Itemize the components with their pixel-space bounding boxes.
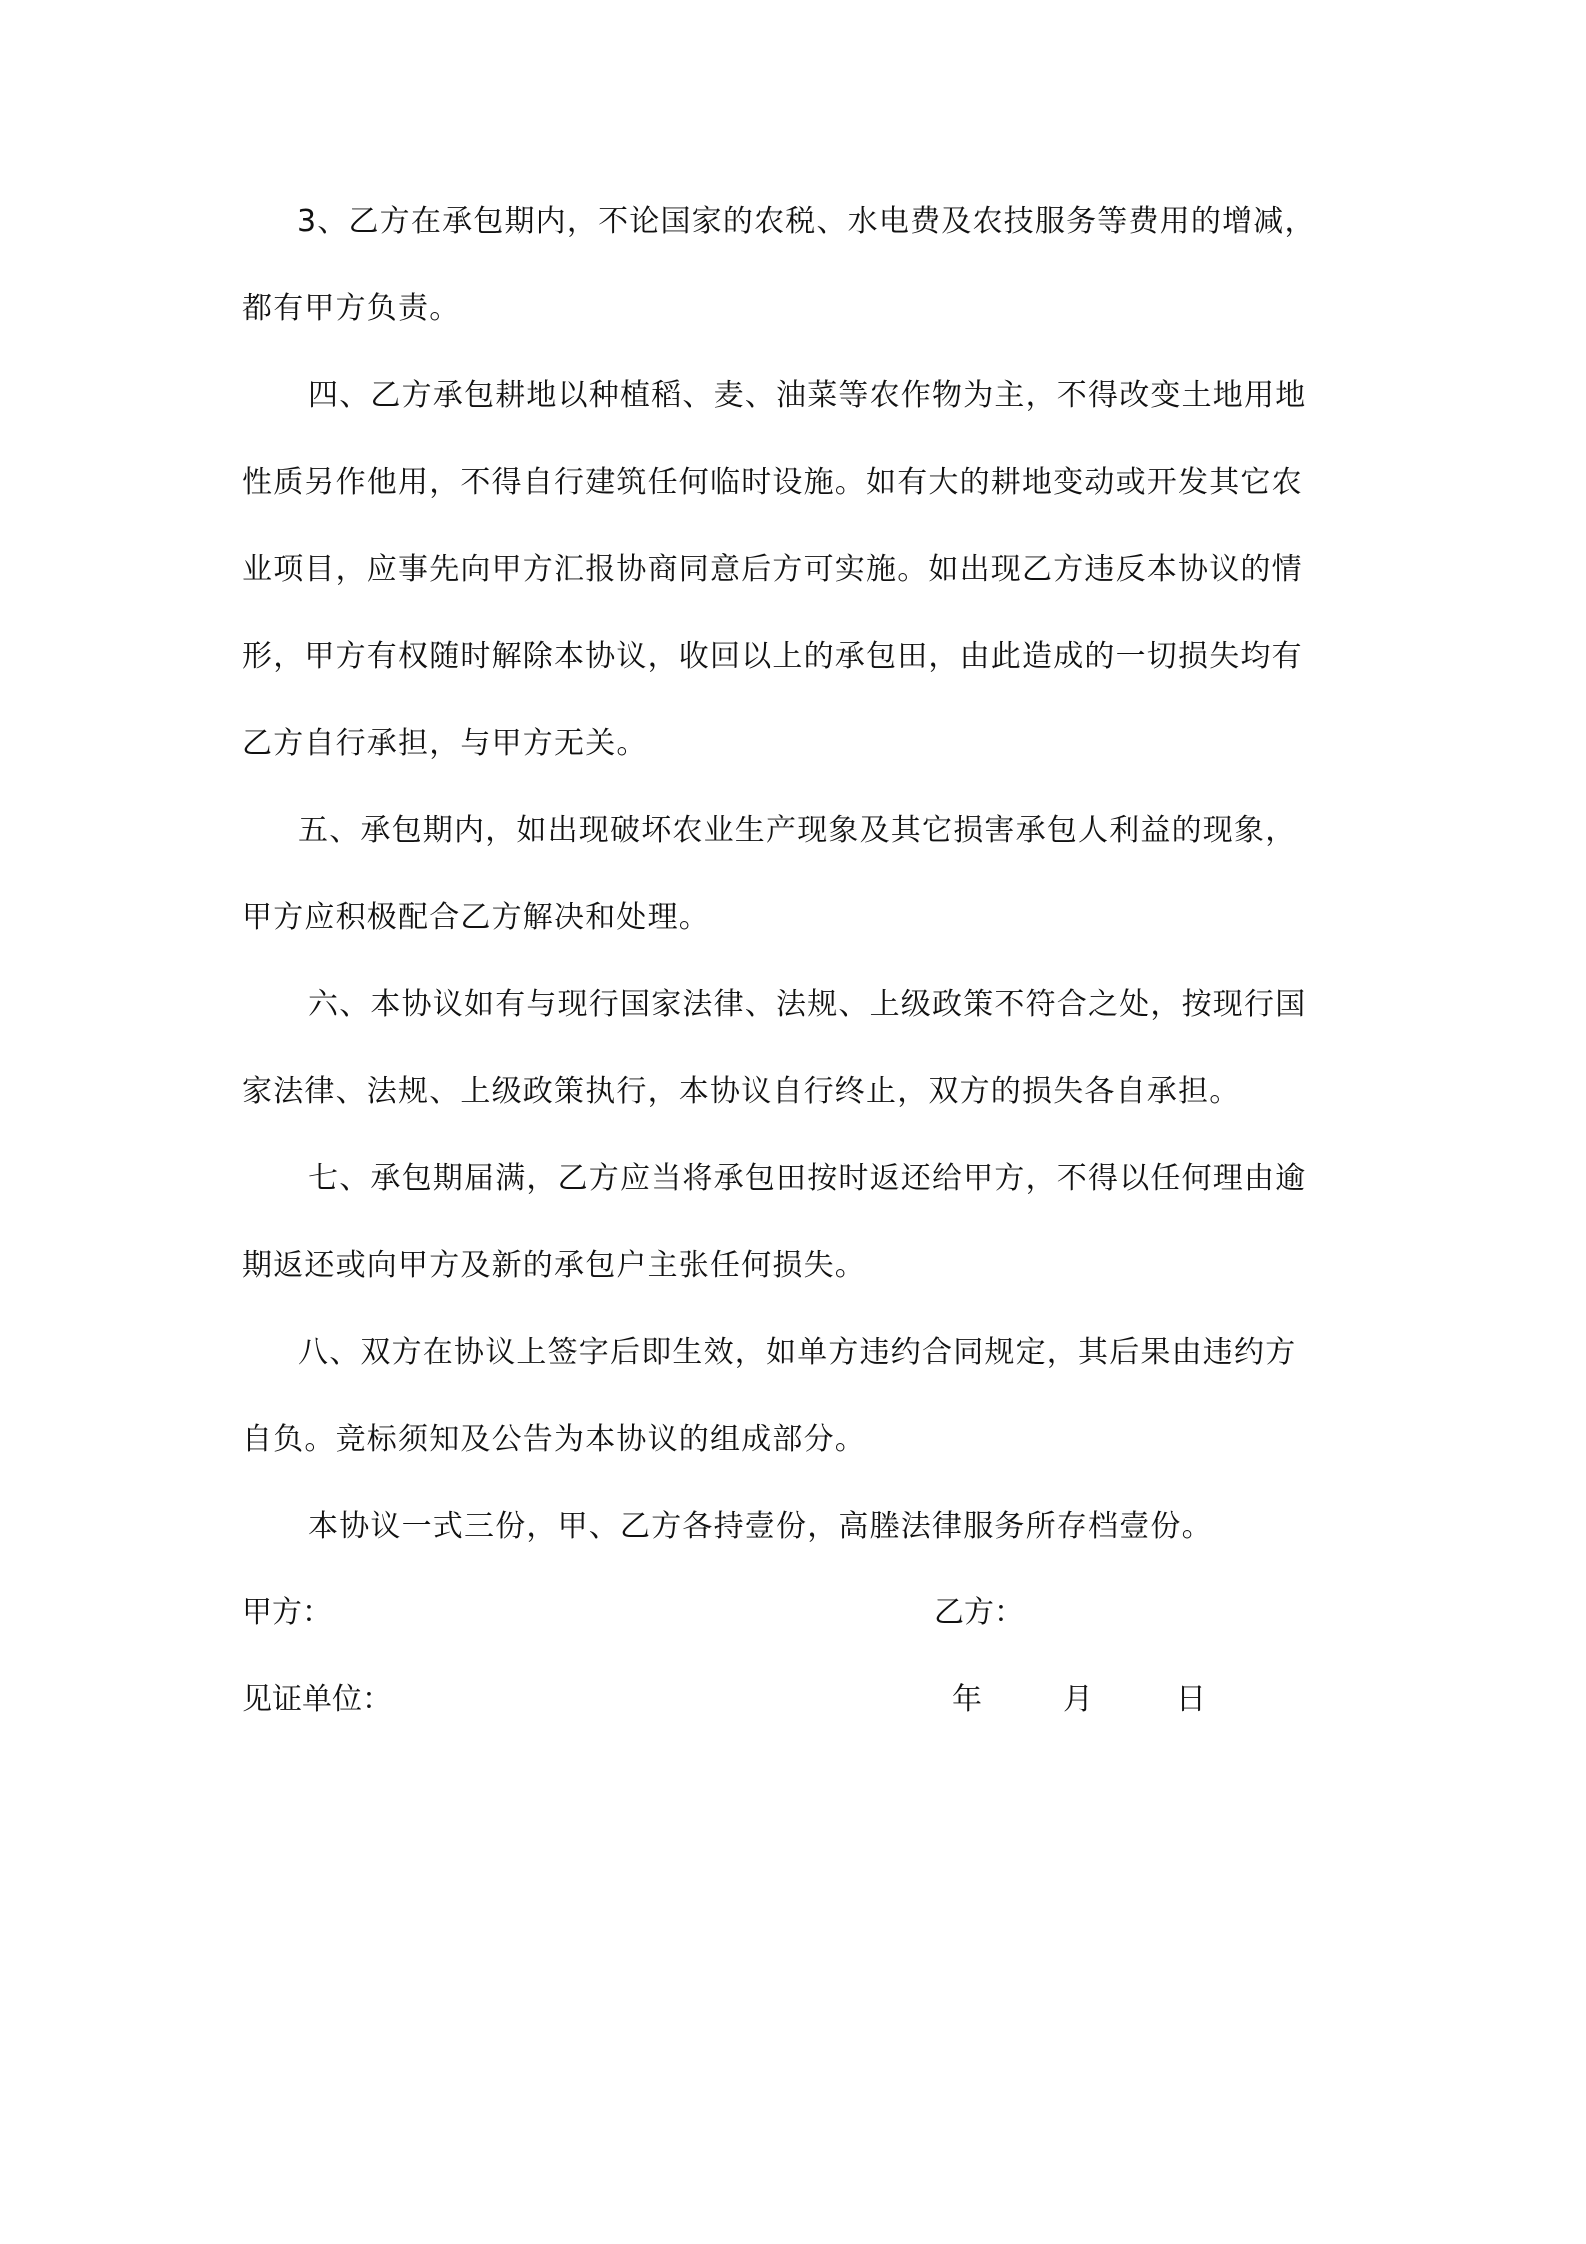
copies-statement: 本协议一式三份，甲、乙方各持壹份，高塍法律服务所存档壹份。 [308, 1509, 1213, 1544]
date-year-label: 年 [952, 1682, 982, 1717]
date-day-label: 日 [1176, 1682, 1206, 1717]
clause-4 [242, 352, 1344, 787]
clause-8-line-1: 八、双方在协议上签字后即生效，如单方违约合同规定，其后果由违约方 [298, 1335, 1297, 1370]
witness-label: 见证单位： [242, 1682, 392, 1717]
clause-4-line-3: 业项目，应事先向甲方汇报协商同意后方可实施。如出现乙方违反本协议的情 [242, 552, 1303, 587]
date-month-label: 月 [1063, 1682, 1093, 1717]
clause-3 [242, 178, 1344, 352]
clause-8 [242, 1309, 1344, 1483]
clause-8-line-2: 自负。竞标须知及公告为本协议的组成部分。 [242, 1422, 866, 1457]
clause-4-line-4: 形，甲方有权随时解除本协议，收回以上的承包田，由此造成的一切损失均有 [242, 639, 1303, 674]
clause-5-line-1: 五、承包期内，如出现破坏农业生产现象及其它损害承包人利益的现象， [298, 813, 1297, 848]
clause-3-line-2: 都有甲方负责。 [242, 291, 461, 326]
clause-5 [242, 787, 1344, 961]
copies-statement-block [242, 1483, 1344, 1570]
clause-4-line-5: 乙方自行承担，与甲方无关。 [242, 726, 648, 761]
clause-7 [242, 1135, 1344, 1309]
clause-6-line-2: 家法律、法规、上级政策执行，本协议自行终止，双方的损失各自承担。 [242, 1074, 1241, 1109]
clause-3-line-1: 3、乙方在承包期内，不论国家的农税、水电费及农技服务等费用的增减， [297, 204, 1316, 239]
clause-7-line-1: 七、承包期届满，乙方应当将承包田按时返还给甲方，不得以任何理由逾 [308, 1161, 1307, 1196]
clause-5-line-2: 甲方应积极配合乙方解决和处理。 [242, 900, 710, 935]
party-a-label: 甲方： [242, 1595, 332, 1630]
clause-7-line-2: 期返还或向甲方及新的承包户主张任何损失。 [242, 1248, 866, 1283]
clause-4-line-1: 四、乙方承包耕地以种植稻、麦、油菜等农作物为主，不得改变土地用地 [308, 378, 1307, 413]
clause-6 [242, 961, 1344, 1135]
party-b-label: 乙方： [934, 1595, 1024, 1630]
clause-6-line-1: 六、本协议如有与现行国家法律、法规、上级政策不符合之处，按现行国 [308, 987, 1307, 1022]
clause-4-line-2: 性质另作他用，不得自行建筑任何临时设施。如有大的耕地变动或开发其它农 [242, 465, 1303, 500]
